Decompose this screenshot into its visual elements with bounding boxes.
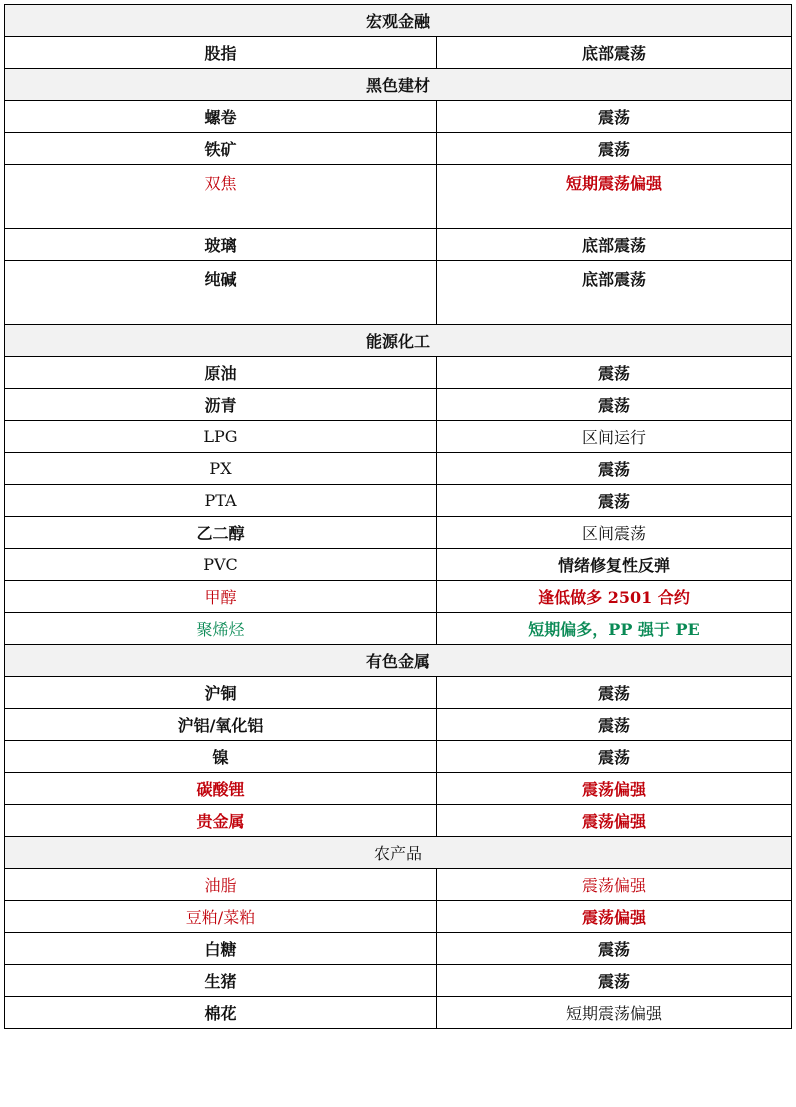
commodity-name: 股指 (5, 37, 437, 69)
table-row (5, 709, 792, 741)
commodity-outlook: 短期偏多，PP 强于 PE (437, 613, 792, 645)
table-row (5, 133, 792, 165)
commodity-outlook: 震荡 (437, 453, 792, 485)
commodity-name: PTA (5, 485, 437, 517)
section-header-row (5, 837, 792, 869)
table-row (5, 965, 792, 997)
commodity-name: 油脂 (5, 869, 437, 901)
table-row (5, 901, 792, 933)
table-row (5, 869, 792, 901)
commodity-outlook: 短期震荡偏强 (437, 165, 792, 229)
section-header-row (5, 5, 792, 37)
section-header-row (5, 69, 792, 101)
table-row (5, 773, 792, 805)
commodity-name: 原油 (5, 357, 437, 389)
commodity-outlook: 区间震荡 (437, 517, 792, 549)
commodity-outlook: 震荡 (437, 133, 792, 165)
commodity-outlook: 情绪修复性反弹 (437, 549, 792, 581)
table-row (5, 741, 792, 773)
table-row (5, 677, 792, 709)
commodity-outlook: 震荡偏强 (437, 805, 792, 837)
commodity-name: 纯碱 (5, 261, 437, 325)
commodity-name: 豆粕/菜粕 (5, 901, 437, 933)
table-row (5, 229, 792, 261)
section-title-macro: 宏观金融 (5, 5, 792, 37)
commodity-outlook: 震荡 (437, 485, 792, 517)
commodity-outlook: 震荡偏强 (437, 901, 792, 933)
table-row (5, 37, 792, 69)
table-row (5, 261, 792, 325)
section-header-row (5, 645, 792, 677)
commodity-outlook: 震荡 (437, 741, 792, 773)
table-row (5, 421, 792, 453)
section-title-agri: 农产品 (5, 837, 792, 869)
commodity-name: 生猪 (5, 965, 437, 997)
commodity-name: 沪铝/氧化铝 (5, 709, 437, 741)
table-row (5, 453, 792, 485)
commodity-outlook: 震荡 (437, 933, 792, 965)
commodity-name: 沪铜 (5, 677, 437, 709)
table-row (5, 581, 792, 613)
commodity-name: 贵金属 (5, 805, 437, 837)
table-row (5, 101, 792, 133)
commodity-outlook: 震荡偏强 (437, 869, 792, 901)
commodity-name: 双焦 (5, 165, 437, 229)
commodity-name: 棉花 (5, 997, 437, 1029)
commodity-outlook: 震荡 (437, 677, 792, 709)
commodity-outlook: 震荡 (437, 965, 792, 997)
outlook-table (4, 4, 792, 1029)
commodity-outlook: 底部震荡 (437, 229, 792, 261)
section-title-ferrous: 黑色建材 (5, 69, 792, 101)
table-row (5, 517, 792, 549)
table-row (5, 389, 792, 421)
commodity-outlook: 震荡 (437, 709, 792, 741)
commodity-name: PX (5, 453, 437, 485)
commodity-name: 螺卷 (5, 101, 437, 133)
section-title-nonferrous: 有色金属 (5, 645, 792, 677)
table-row (5, 805, 792, 837)
table-row (5, 165, 792, 229)
table-row (5, 357, 792, 389)
commodity-name: 白糖 (5, 933, 437, 965)
commodity-outlook: 短期震荡偏强 (437, 997, 792, 1029)
commodity-name: 玻璃 (5, 229, 437, 261)
section-header-row (5, 325, 792, 357)
commodity-outlook: 底部震荡 (437, 37, 792, 69)
commodity-name: 铁矿 (5, 133, 437, 165)
table-row (5, 997, 792, 1029)
commodity-outlook: 震荡 (437, 389, 792, 421)
commodity-outlook: 区间运行 (437, 421, 792, 453)
table-row (5, 485, 792, 517)
commodity-name: LPG (5, 421, 437, 453)
commodity-outlook: 震荡偏强 (437, 773, 792, 805)
commodity-name: 碳酸锂 (5, 773, 437, 805)
commodity-outlook: 底部震荡 (437, 261, 792, 325)
table-row (5, 549, 792, 581)
commodity-name: 甲醇 (5, 581, 437, 613)
commodity-name: PVC (5, 549, 437, 581)
commodity-name: 镍 (5, 741, 437, 773)
commodity-outlook: 震荡 (437, 101, 792, 133)
table-row (5, 613, 792, 645)
table-row (5, 933, 792, 965)
commodity-outlook: 震荡 (437, 357, 792, 389)
section-title-energy-chem: 能源化工 (5, 325, 792, 357)
commodity-name: 沥青 (5, 389, 437, 421)
commodity-name: 聚烯烃 (5, 613, 437, 645)
commodity-name: 乙二醇 (5, 517, 437, 549)
commodity-outlook: 逢低做多 2501 合约 (437, 581, 792, 613)
